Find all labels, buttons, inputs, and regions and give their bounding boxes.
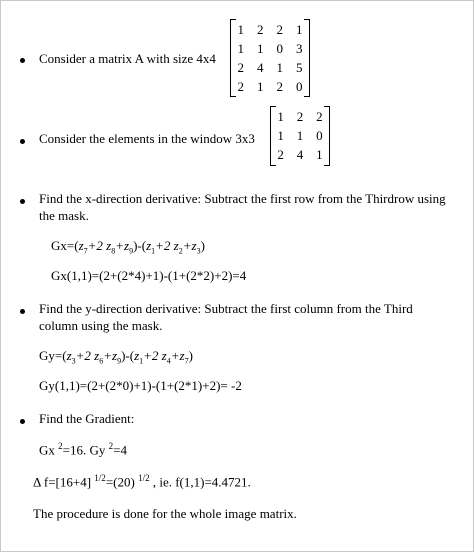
matrix-cell: 1 <box>257 78 264 94</box>
matrix-cell: 1 <box>257 40 264 56</box>
gradient-magnitude: Δ f=[16+4] $^{1/2}$=(20) $^{1/2}$ , ie. f(1,1)=4.4721. <box>33 473 251 490</box>
bullet-5-text: Find the Gradient: <box>39 411 135 426</box>
bullet-4-text-line1: Find the y-direction derivative: Subtract the first column from the Third <box>39 301 413 316</box>
gy-value: Gy(1,1)=(2+(2*0)+1)-(1+(2*1)+2)= -2 <box>39 378 242 393</box>
bullet-dot <box>20 139 25 144</box>
bullet-dot <box>20 309 25 314</box>
matrix-cell: 4 <box>296 146 304 162</box>
matrix-cell: 1 <box>316 146 323 162</box>
matrix-cell: 1 <box>277 108 284 124</box>
matrix-cell: 1 <box>276 59 283 75</box>
matrix-cell: 1 <box>277 127 284 143</box>
gx-value: Gx(1,1)=(2+(2*4)+1)-(1+(2*2)+2)=4 <box>51 268 247 283</box>
conclusion-text: The procedure is done for the whole image matrix. <box>33 506 297 521</box>
bullet-dot <box>20 58 25 63</box>
gx-formula: $Gx=(z_7+2$ $z_8+z_9)-(z_1+2$ $z_2+z_3$) <box>51 238 205 256</box>
bullet-4-text-line2: column using the mask. <box>39 318 163 333</box>
matrix-cell: 1 <box>237 40 244 56</box>
matrix-cell: 2 <box>316 108 323 124</box>
bullet-1-text: Consider a matrix A with size 4x4 <box>39 51 216 66</box>
matrix-cell: 1 <box>237 21 244 37</box>
matrix-cell: 2 <box>276 21 283 37</box>
matrix-cell: 4 <box>257 59 264 75</box>
window-matrix <box>270 106 330 166</box>
gy-formula: $Gy=(z_3+2$ $z_6+z_9)-(z_1+2$ $z_4+z_7$) <box>39 348 193 366</box>
matrix-cell: 0 <box>296 78 303 94</box>
bullet-3-text-line1: Find the x-direction derivative: Subtract the first row from the Thirdrow using <box>39 191 446 206</box>
matrix-cell: 2 <box>276 78 283 94</box>
matrix-cell: 5 <box>296 59 303 75</box>
matrix-cell: 1 <box>296 21 303 37</box>
gradient-squares: Gx $^2$=16. Gy $^2$=4 <box>39 441 127 458</box>
bullet-2-text: Consider the elements in the window 3x3 <box>39 131 255 146</box>
bullet-3-text-line2: the mask. <box>39 208 89 223</box>
matrix-cell: 0 <box>316 127 323 143</box>
matrix-cell: 0 <box>276 40 283 56</box>
matrix-cell: 1 <box>296 127 304 143</box>
matrix-a <box>230 19 310 97</box>
matrix-cell: 3 <box>296 40 303 56</box>
bullet-dot <box>20 419 25 424</box>
matrix-cell: 2 <box>296 108 304 124</box>
bullet-dot <box>20 199 25 204</box>
matrix-cell: 2 <box>257 21 264 37</box>
matrix-cell: 2 <box>277 146 284 162</box>
matrix-cell: 2 <box>237 59 244 75</box>
matrix-cell: 2 <box>237 78 244 94</box>
